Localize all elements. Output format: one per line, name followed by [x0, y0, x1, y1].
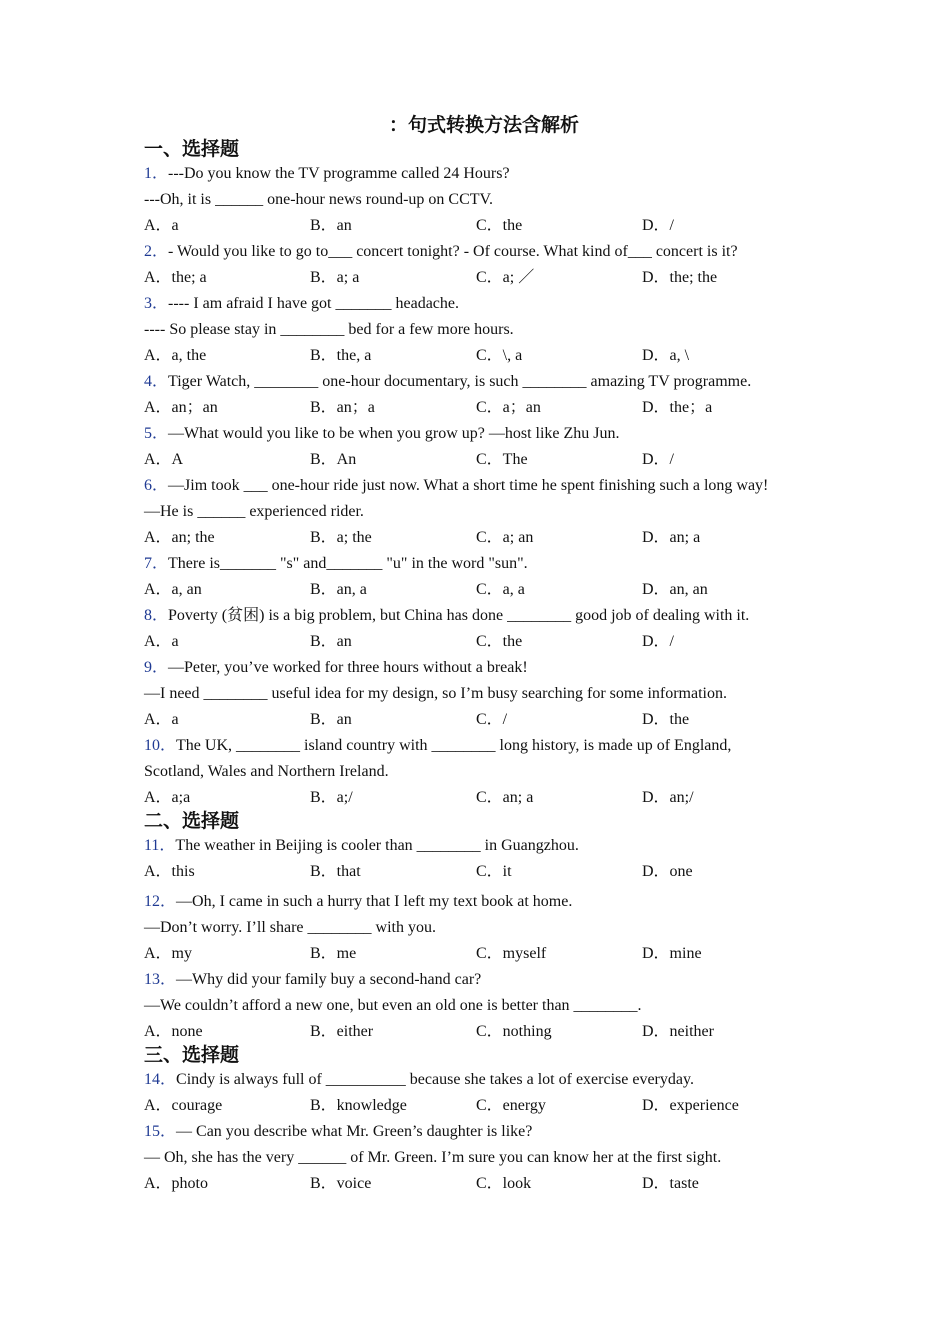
question-line	[144, 889, 824, 915]
answer-option[interactable]: C．The	[476, 451, 528, 468]
question-line	[144, 681, 824, 707]
question-text: ---Oh, it is ______ one-hour news round-up on CCTV.	[144, 191, 494, 208]
answer-option[interactable]: C．it	[476, 863, 512, 880]
answer-options	[144, 577, 824, 603]
answer-option[interactable]: B．an；a	[310, 399, 375, 416]
answer-option[interactable]: C．energy	[476, 1097, 546, 1114]
answer-option[interactable]: C．a; an	[476, 529, 534, 546]
answer-options	[144, 213, 824, 239]
question-line	[144, 1119, 824, 1145]
question-text: Cindy is always full of __________ because she takes a lot of exercise everyday.	[176, 1071, 694, 1088]
question-line	[144, 239, 824, 265]
answer-option[interactable]: A．none	[144, 1023, 203, 1040]
answer-option[interactable]: C．the	[476, 217, 523, 234]
answer-option[interactable]: D．neither	[642, 1023, 714, 1040]
question-number: 4．	[144, 373, 169, 390]
answer-option[interactable]: A．a	[144, 217, 179, 234]
question-text: —What would you like to be when you grow up? —host like Zhu Jun.	[168, 425, 620, 442]
document-content	[144, 139, 824, 1197]
answer-option[interactable]: B．a; a	[310, 269, 360, 286]
question-text: ---- So please stay in ________ bed for a few more hours.	[144, 321, 514, 338]
answer-option[interactable]: C．a, a	[476, 581, 525, 598]
question-number: 12．	[144, 893, 177, 910]
answer-options	[144, 707, 824, 733]
question-text: Poverty (贫困) is a big problem, but China has done ________ good job of dealing with it.	[168, 607, 750, 624]
answer-option[interactable]: D．one	[642, 863, 693, 880]
question-line	[144, 1067, 824, 1093]
answer-option[interactable]: C．myself	[476, 945, 547, 962]
question-text: The UK, ________ island country with ________ long history, is made up of England,	[176, 737, 732, 754]
question-line	[144, 759, 824, 785]
question-text: Tiger Watch, ________ one-hour documentary, is such ________ amazing TV programme.	[168, 373, 752, 390]
question-text: Scotland, Wales and Northern Ireland.	[144, 763, 389, 780]
answer-option[interactable]: A．a, an	[144, 581, 202, 598]
question-number: 3．	[144, 295, 169, 312]
question-text: —Oh, I came in such a hurry that I left my text book at home.	[176, 893, 573, 910]
answer-option[interactable]: D．a, \	[642, 347, 690, 364]
question-text: —Why did your family buy a second-hand car?	[176, 971, 482, 988]
question-line	[144, 655, 824, 681]
answer-option[interactable]: D．an; a	[642, 529, 701, 546]
question-text: The weather in Beijing is cooler than ________ in Guangzhou.	[175, 837, 579, 854]
answer-option[interactable]: B．the, a	[310, 347, 372, 364]
question-text: - Would you like to go to___ concert tonight? - Of course. What kind of___ concert is it?	[168, 243, 738, 260]
section-heading: 一、选择题	[144, 139, 240, 160]
question-number: 1．	[144, 165, 169, 182]
answer-option[interactable]: B．an	[310, 711, 352, 728]
answer-option[interactable]: C．a; ／	[476, 269, 535, 286]
question-text: —Peter, you’ve worked for three hours without a break!	[168, 659, 528, 676]
question-number: 5．	[144, 425, 169, 442]
answer-options	[144, 785, 824, 811]
question-number: 2．	[144, 243, 169, 260]
answer-option[interactable]: D．an;/	[642, 789, 694, 806]
answer-option[interactable]: C．\, a	[476, 347, 523, 364]
question-number: 15．	[144, 1123, 177, 1140]
answer-option[interactable]: B．An	[310, 451, 357, 468]
answer-option[interactable]: D．mine	[642, 945, 702, 962]
answer-options	[144, 1171, 824, 1197]
question-number: 14．	[144, 1071, 177, 1088]
section-heading: 三、选择题	[144, 1045, 240, 1066]
answer-option[interactable]: A．this	[144, 863, 195, 880]
answer-option[interactable]: C．a；an	[476, 399, 541, 416]
answer-option[interactable]: B．me	[310, 945, 357, 962]
answer-options	[144, 629, 824, 655]
question-number: 9．	[144, 659, 169, 676]
question-text: ---Do you know the TV programme called 24 Hours?	[168, 165, 510, 182]
question-line	[144, 369, 824, 395]
answer-option[interactable]: B．either	[310, 1023, 374, 1040]
question-line	[144, 967, 824, 993]
answer-option[interactable]: A．an; the	[144, 529, 215, 546]
question-number: 13．	[144, 971, 177, 988]
question-text: —He is ______ experienced rider.	[144, 503, 364, 520]
answer-option[interactable]: C．the	[476, 633, 523, 650]
question-line	[144, 161, 824, 187]
document-title: ：句式转换方法含解析	[388, 115, 579, 136]
answer-option[interactable]: B．an, a	[310, 581, 367, 598]
answer-option[interactable]: A．a, the	[144, 347, 207, 364]
question-line	[144, 1145, 824, 1171]
question-text: — Oh, she has the very ______ of Mr. Green. I’m sure you can know her at the first sight.	[144, 1149, 722, 1166]
answer-option[interactable]: B．that	[310, 863, 361, 880]
answer-option[interactable]: B．an	[310, 633, 352, 650]
question-number: 7．	[144, 555, 169, 572]
question-text: — Can you describe what Mr. Green’s daughter is like?	[176, 1123, 533, 1140]
question-line	[144, 473, 824, 499]
answer-options	[144, 859, 824, 885]
answer-option[interactable]: A．an；an	[144, 399, 218, 416]
answer-option[interactable]: A．my	[144, 945, 193, 962]
answer-option[interactable]: A．the; a	[144, 269, 207, 286]
answer-option[interactable]: C．/	[476, 711, 508, 728]
answer-options	[144, 395, 824, 421]
question-line	[144, 499, 824, 525]
question-number: 6．	[144, 477, 169, 494]
question-line	[144, 187, 824, 213]
answer-option[interactable]: C．look	[476, 1175, 532, 1192]
answer-options	[144, 447, 824, 473]
question-line	[144, 993, 824, 1019]
question-line	[144, 833, 824, 859]
answer-option[interactable]: A．courage	[144, 1097, 223, 1114]
answer-option[interactable]: D．/	[642, 633, 675, 650]
answer-option[interactable]: A．A	[144, 451, 184, 468]
answer-option[interactable]: C．nothing	[476, 1023, 552, 1040]
answer-option[interactable]: D．experience	[642, 1097, 739, 1114]
question-number: 8．	[144, 607, 169, 624]
answer-options	[144, 343, 824, 369]
answer-option[interactable]: B．knowledge	[310, 1097, 407, 1114]
answer-option[interactable]: D．the；a	[642, 399, 713, 416]
answer-option[interactable]: D．the; the	[642, 269, 718, 286]
answer-option[interactable]: B．voice	[310, 1175, 372, 1192]
answer-option[interactable]: D．the	[642, 711, 690, 728]
answer-options	[144, 265, 824, 291]
section-heading: 二、选择题	[144, 811, 240, 832]
answer-option[interactable]: D．/	[642, 217, 675, 234]
answer-option[interactable]: B．a; the	[310, 529, 372, 546]
question-number: 10．	[144, 737, 177, 754]
question-text: ---- I am afraid I have got _______ headache.	[168, 295, 459, 312]
document-page	[144, 113, 824, 1197]
question-line	[144, 915, 824, 941]
question-text: There is_______ "s" and_______ "u" in the word "sun".	[168, 555, 528, 572]
question-line	[144, 317, 824, 343]
question-line	[144, 603, 824, 629]
answer-option[interactable]: D．/	[642, 451, 675, 468]
answer-option[interactable]: C．an; a	[476, 789, 534, 806]
answer-options	[144, 1093, 824, 1119]
answer-option[interactable]: B．an	[310, 217, 352, 234]
question-line	[144, 291, 824, 317]
question-line	[144, 733, 824, 759]
question-text: —I need ________ useful idea for my design, so I’m busy searching for some information.	[144, 685, 727, 702]
answer-options	[144, 1019, 824, 1045]
question-text: —Don’t worry. I’ll share ________ with you.	[144, 919, 436, 936]
answer-option[interactable]: D．taste	[642, 1175, 699, 1192]
question-line	[144, 551, 824, 577]
question-text: —Jim took ___ one-hour ride just now. What a short time he spent finishing such a long way!	[168, 477, 769, 494]
question-line	[144, 421, 824, 447]
answer-option[interactable]: A．a;a	[144, 789, 191, 806]
answer-option[interactable]: D．an, an	[642, 581, 708, 598]
answer-option[interactable]: A．a	[144, 711, 179, 728]
question-text: —We couldn’t afford a new one, but even an old one is better than ________.	[144, 997, 642, 1014]
answer-option[interactable]: A．photo	[144, 1175, 209, 1192]
question-number: 11．	[144, 837, 176, 854]
answer-options	[144, 525, 824, 551]
answer-option[interactable]: B．a;/	[310, 789, 353, 806]
answer-options	[144, 941, 824, 967]
answer-option[interactable]: A．a	[144, 633, 179, 650]
